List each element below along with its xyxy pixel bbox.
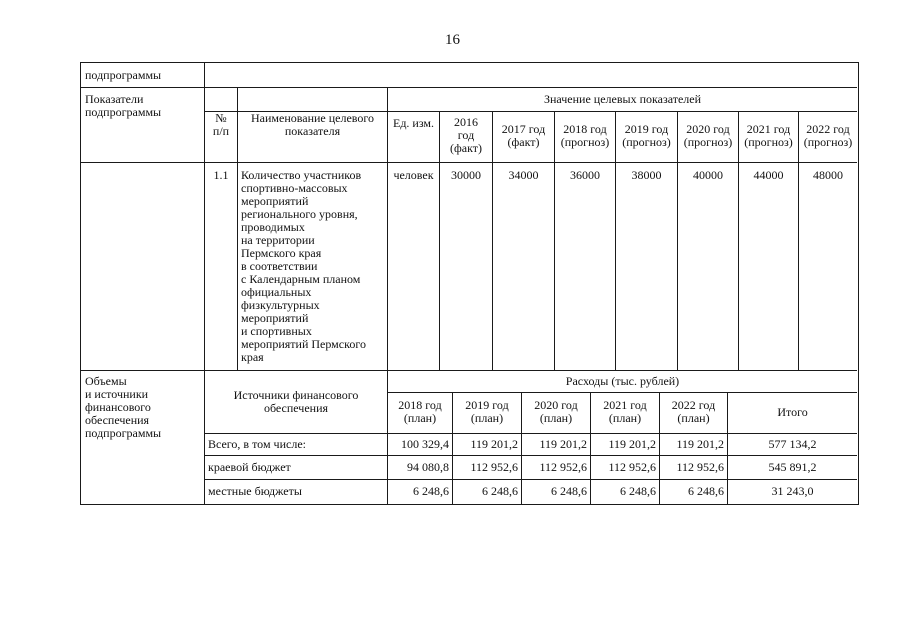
year-header-2016: 2016 год (факт) (449, 115, 482, 155)
year-header-2018: 2018 год (прогноз) (560, 122, 610, 149)
finance-total-header: Итого (777, 405, 808, 419)
indicator-value-2020: 40000 (693, 168, 723, 182)
finance-year-header-2020: 2020 год (план) (534, 398, 578, 425)
finance-value: 6 248,6 (551, 484, 587, 498)
section-row-label: подпрограммы (85, 68, 162, 82)
sources-header: Источники финансового обеспечения (233, 388, 359, 415)
finance-value: 6 248,6 (688, 484, 724, 498)
indicators-group-header: Значение целевых показателей (543, 92, 702, 106)
indicator-row-num: 1.1 (213, 168, 229, 182)
indicator-value-2017: 34000 (508, 168, 539, 182)
year-header-2017: 2017 год (факт) (501, 122, 546, 149)
finance-value: 6 248,6 (482, 484, 518, 498)
finance-value: 112 952,6 (470, 460, 518, 474)
finance-value: 112 952,6 (539, 460, 587, 474)
finance-row-label-local: местные бюджеты (208, 484, 302, 498)
finance-value: 94 080,8 (407, 460, 449, 474)
col-unit-header: Ед. изм. (392, 116, 435, 130)
indicator-row-name: Количество участников спортивно-массовых мероприятий регионального уровня, проводимых на территории Пермского края в соответствии с Календарным планом официальных физкультурных мероприятий и спортивных мероприятий Пермского края (241, 168, 366, 364)
finance-row-total: 545 891,2 (768, 460, 817, 474)
indicator-value-2022: 48000 (813, 168, 843, 182)
indicator-value-2019: 38000 (631, 168, 662, 182)
finance-row-label-regional: краевой бюджет (208, 460, 291, 474)
year-header-2021: 2021 год (прогноз) (744, 122, 793, 149)
finance-year-header-2021: 2021 год (план) (603, 398, 647, 425)
finance-row-label-total: Всего, в том числе: (208, 437, 306, 451)
finance-value: 112 952,6 (676, 460, 724, 474)
finance-value: 119 201,2 (676, 437, 724, 451)
year-header-2020: 2020 год (прогноз) (683, 122, 733, 149)
finance-row-total: 577 134,2 (768, 437, 817, 451)
finance-value: 100 329,4 (401, 437, 449, 451)
finance-year-header-2019: 2019 год (план) (465, 398, 509, 425)
indicator-value-2021: 44000 (753, 168, 784, 182)
col-num-header: № п/п (212, 111, 230, 138)
finance-label: Объемы и источники финансового обеспечения подпрограммы (85, 374, 162, 440)
finance-group-header: Расходы (тыс. рублей) (565, 374, 680, 388)
finance-value: 112 952,6 (608, 460, 656, 474)
finance-value: 119 201,2 (608, 437, 656, 451)
subprogram-passport-table (80, 62, 859, 505)
page-number: 16 (445, 32, 460, 48)
col-name-header: Наименование целевого показателя (250, 111, 375, 138)
finance-value: 6 248,6 (413, 484, 449, 498)
finance-value: 119 201,2 (470, 437, 518, 451)
finance-row-total: 31 243,0 (771, 484, 814, 498)
indicator-value-2018: 36000 (570, 168, 600, 182)
finance-value: 119 201,2 (539, 437, 587, 451)
finance-value: 6 248,6 (620, 484, 656, 498)
finance-year-header-2022: 2022 год (план) (671, 398, 716, 425)
indicator-value-2016: 30000 (451, 168, 481, 182)
year-header-2019: 2019 год (прогноз) (622, 122, 671, 149)
year-header-2022: 2022 год (прогноз) (803, 122, 853, 149)
indicators-label: Показатели подпрограммы (85, 92, 162, 119)
finance-year-header-2018: 2018 год (план) (398, 398, 442, 425)
indicator-row-unit: человек (393, 168, 434, 182)
